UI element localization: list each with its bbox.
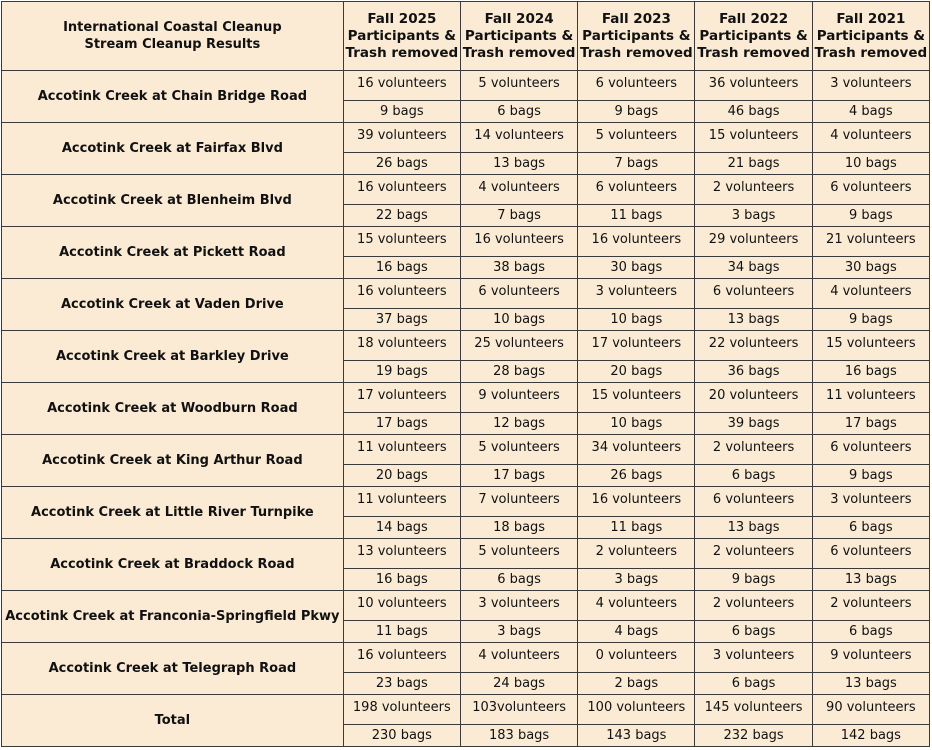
bags-cell: 30 bags (578, 257, 695, 279)
volunteers-cell: 15 volunteers (343, 227, 460, 257)
year-sublabel: Participants & (699, 27, 808, 44)
bags-cell: 7 bags (460, 205, 577, 227)
site-name: Accotink Creek at Fairfax Blvd (2, 123, 344, 175)
site-name: Accotink Creek at Little River Turnpike (2, 487, 344, 539)
table-row-volunteers (2, 539, 930, 569)
table-row-volunteers (2, 175, 930, 205)
volunteers-cell: 3 volunteers (812, 71, 929, 101)
year-label: Fall 2025 (367, 10, 437, 27)
year-sublabel: Trash removed (345, 44, 459, 61)
year-sublabel: Trash removed (697, 44, 810, 61)
bags-cell: 10 bags (578, 413, 695, 435)
volunteers-cell: 34 volunteers (578, 435, 695, 465)
bags-cell: 46 bags (695, 101, 812, 123)
volunteers-cell: 145 volunteers (695, 695, 812, 725)
bags-cell: 143 bags (578, 725, 695, 747)
volunteers-cell: 15 volunteers (812, 331, 929, 361)
bags-cell: 10 bags (812, 153, 929, 175)
bags-cell: 4 bags (812, 101, 929, 123)
bags-cell: 3 bags (578, 569, 695, 591)
volunteers-cell: 11 volunteers (343, 435, 460, 465)
table-row-volunteers (2, 487, 930, 517)
volunteers-cell: 6 volunteers (695, 279, 812, 309)
volunteers-cell: 2 volunteers (812, 591, 929, 621)
year-sublabel: Participants & (816, 27, 926, 44)
bags-cell: 232 bags (695, 725, 812, 747)
bags-cell: 13 bags (460, 153, 577, 175)
year-label: Fall 2021 (836, 10, 906, 27)
total-label: Total (2, 695, 344, 747)
table-title-line2: Stream Cleanup Results (84, 37, 261, 52)
site-name: Accotink Creek at Woodburn Road (2, 383, 344, 435)
volunteers-cell: 100 volunteers (578, 695, 695, 725)
volunteers-cell: 6 volunteers (812, 175, 929, 205)
volunteers-cell: 4 volunteers (812, 279, 929, 309)
year-sublabel: Trash removed (814, 44, 928, 61)
volunteers-cell: 25 volunteers (460, 331, 577, 361)
bags-cell: 9 bags (578, 101, 695, 123)
bags-cell: 9 bags (812, 309, 929, 331)
volunteers-cell: 17 volunteers (578, 331, 695, 361)
bags-cell: 28 bags (460, 361, 577, 383)
volunteers-cell: 2 volunteers (695, 591, 812, 621)
year-header (578, 2, 695, 71)
volunteers-cell: 3 volunteers (460, 591, 577, 621)
bags-cell: 26 bags (578, 465, 695, 487)
bags-cell: 10 bags (578, 309, 695, 331)
site-name: Accotink Creek at King Arthur Road (2, 435, 344, 487)
table-title-line1: International Coastal Cleanup (63, 20, 282, 35)
volunteers-cell: 2 volunteers (578, 539, 695, 569)
volunteers-cell: 16 volunteers (578, 227, 695, 257)
volunteers-cell: 11 volunteers (343, 487, 460, 517)
volunteers-cell: 2 volunteers (695, 175, 812, 205)
site-name: Accotink Creek at Braddock Road (2, 539, 344, 591)
volunteers-cell: 13 volunteers (343, 539, 460, 569)
site-name: Accotink Creek at Franconia-Springfield Pkwy (2, 591, 344, 643)
bags-cell: 6 bags (460, 101, 577, 123)
bags-cell: 13 bags (695, 309, 812, 331)
bags-cell: 17 bags (460, 465, 577, 487)
year-sublabel: Trash removed (580, 44, 693, 61)
site-name: Accotink Creek at Blenheim Blvd (2, 175, 344, 227)
cleanup-results-table (1, 1, 930, 747)
bags-cell: 6 bags (460, 569, 577, 591)
volunteers-cell: 18 volunteers (343, 331, 460, 361)
bags-cell: 6 bags (812, 621, 929, 643)
volunteers-cell: 36 volunteers (695, 71, 812, 101)
volunteers-cell: 2 volunteers (695, 435, 812, 465)
volunteers-cell: 16 volunteers (343, 175, 460, 205)
bags-cell: 6 bags (812, 517, 929, 539)
year-header (695, 2, 812, 71)
bags-cell: 17 bags (812, 413, 929, 435)
volunteers-cell: 9 volunteers (812, 643, 929, 673)
bags-cell: 11 bags (578, 517, 695, 539)
bags-cell: 10 bags (460, 309, 577, 331)
volunteers-cell: 6 volunteers (578, 175, 695, 205)
table-row-volunteers (2, 71, 930, 101)
volunteers-cell: 5 volunteers (578, 123, 695, 153)
volunteers-cell: 7 volunteers (460, 487, 577, 517)
year-header (460, 2, 577, 71)
table-row-volunteers (2, 695, 930, 725)
bags-cell: 183 bags (460, 725, 577, 747)
volunteers-cell: 15 volunteers (578, 383, 695, 413)
volunteers-cell: 103volunteers (460, 695, 577, 725)
volunteers-cell: 17 volunteers (343, 383, 460, 413)
bags-cell: 26 bags (343, 153, 460, 175)
volunteers-cell: 11 volunteers (812, 383, 929, 413)
table-row-volunteers (2, 279, 930, 309)
bags-cell: 34 bags (695, 257, 812, 279)
volunteers-cell: 20 volunteers (695, 383, 812, 413)
volunteers-cell: 9 volunteers (460, 383, 577, 413)
site-name: Accotink Creek at Vaden Drive (2, 279, 344, 331)
volunteers-cell: 22 volunteers (695, 331, 812, 361)
bags-cell: 20 bags (343, 465, 460, 487)
site-name: Accotink Creek at Barkley Drive (2, 331, 344, 383)
bags-cell: 3 bags (460, 621, 577, 643)
volunteers-cell: 21 volunteers (812, 227, 929, 257)
volunteers-cell: 4 volunteers (812, 123, 929, 153)
year-header (812, 2, 929, 71)
volunteers-cell: 2 volunteers (695, 539, 812, 569)
bags-cell: 6 bags (695, 673, 812, 695)
volunteers-cell: 16 volunteers (343, 71, 460, 101)
volunteers-cell: 39 volunteers (343, 123, 460, 153)
volunteers-cell: 6 volunteers (812, 435, 929, 465)
bags-cell: 142 bags (812, 725, 929, 747)
table-row-volunteers (2, 227, 930, 257)
bags-cell: 24 bags (460, 673, 577, 695)
bags-cell: 19 bags (343, 361, 460, 383)
bags-cell: 4 bags (578, 621, 695, 643)
bags-cell: 14 bags (343, 517, 460, 539)
volunteers-cell: 6 volunteers (695, 487, 812, 517)
volunteers-cell: 5 volunteers (460, 71, 577, 101)
table-row-volunteers (2, 591, 930, 621)
bags-cell: 16 bags (812, 361, 929, 383)
table-row-volunteers (2, 435, 930, 465)
bags-cell: 18 bags (460, 517, 577, 539)
volunteers-cell: 16 volunteers (343, 279, 460, 309)
bags-cell: 20 bags (578, 361, 695, 383)
year-sublabel: Participants & (582, 27, 691, 44)
table-row-volunteers (2, 123, 930, 153)
volunteers-cell: 5 volunteers (460, 539, 577, 569)
year-sublabel: Participants & (464, 27, 574, 44)
bags-cell: 36 bags (695, 361, 812, 383)
table-row-volunteers (2, 331, 930, 361)
bags-cell: 11 bags (343, 621, 460, 643)
bags-cell: 7 bags (578, 153, 695, 175)
volunteers-cell: 14 volunteers (460, 123, 577, 153)
bags-cell: 37 bags (343, 309, 460, 331)
bags-cell: 230 bags (343, 725, 460, 747)
header-row (2, 2, 930, 71)
volunteers-cell: 15 volunteers (695, 123, 812, 153)
table-row-volunteers (2, 643, 930, 673)
bags-cell: 9 bags (695, 569, 812, 591)
bags-cell: 9 bags (343, 101, 460, 123)
year-sublabel: Participants & (347, 27, 457, 44)
volunteers-cell: 6 volunteers (460, 279, 577, 309)
bags-cell: 11 bags (578, 205, 695, 227)
table-row-volunteers (2, 383, 930, 413)
table-title (2, 2, 344, 71)
bags-cell: 39 bags (695, 413, 812, 435)
year-label: Fall 2023 (601, 10, 671, 27)
site-name: Accotink Creek at Telegraph Road (2, 643, 344, 695)
bags-cell: 13 bags (812, 569, 929, 591)
year-label: Fall 2022 (719, 10, 789, 27)
volunteers-cell: 16 volunteers (578, 487, 695, 517)
bags-cell: 2 bags (578, 673, 695, 695)
volunteers-cell: 0 volunteers (578, 643, 695, 673)
volunteers-cell: 16 volunteers (343, 643, 460, 673)
bags-cell: 3 bags (695, 205, 812, 227)
site-name: Accotink Creek at Pickett Road (2, 227, 344, 279)
bags-cell: 23 bags (343, 673, 460, 695)
volunteers-cell: 4 volunteers (460, 643, 577, 673)
volunteers-cell: 3 volunteers (578, 279, 695, 309)
bags-cell: 9 bags (812, 205, 929, 227)
bags-cell: 38 bags (460, 257, 577, 279)
bags-cell: 13 bags (695, 517, 812, 539)
volunteers-cell: 5 volunteers (460, 435, 577, 465)
volunteers-cell: 198 volunteers (343, 695, 460, 725)
bags-cell: 16 bags (343, 257, 460, 279)
bags-cell: 6 bags (695, 465, 812, 487)
bags-cell: 6 bags (695, 621, 812, 643)
volunteers-cell: 6 volunteers (578, 71, 695, 101)
bags-cell: 21 bags (695, 153, 812, 175)
bags-cell: 22 bags (343, 205, 460, 227)
bags-cell: 13 bags (812, 673, 929, 695)
bags-cell: 16 bags (343, 569, 460, 591)
volunteers-cell: 6 volunteers (812, 539, 929, 569)
bags-cell: 12 bags (460, 413, 577, 435)
volunteers-cell: 4 volunteers (578, 591, 695, 621)
year-sublabel: Trash removed (462, 44, 576, 61)
volunteers-cell: 4 volunteers (460, 175, 577, 205)
volunteers-cell: 3 volunteers (812, 487, 929, 517)
volunteers-cell: 16 volunteers (460, 227, 577, 257)
volunteers-cell: 90 volunteers (812, 695, 929, 725)
bags-cell: 30 bags (812, 257, 929, 279)
bags-cell: 17 bags (343, 413, 460, 435)
volunteers-cell: 10 volunteers (343, 591, 460, 621)
year-header (343, 2, 460, 71)
volunteers-cell: 3 volunteers (695, 643, 812, 673)
site-name: Accotink Creek at Chain Bridge Road (2, 71, 344, 123)
year-label: Fall 2024 (484, 10, 554, 27)
bags-cell: 9 bags (812, 465, 929, 487)
volunteers-cell: 29 volunteers (695, 227, 812, 257)
